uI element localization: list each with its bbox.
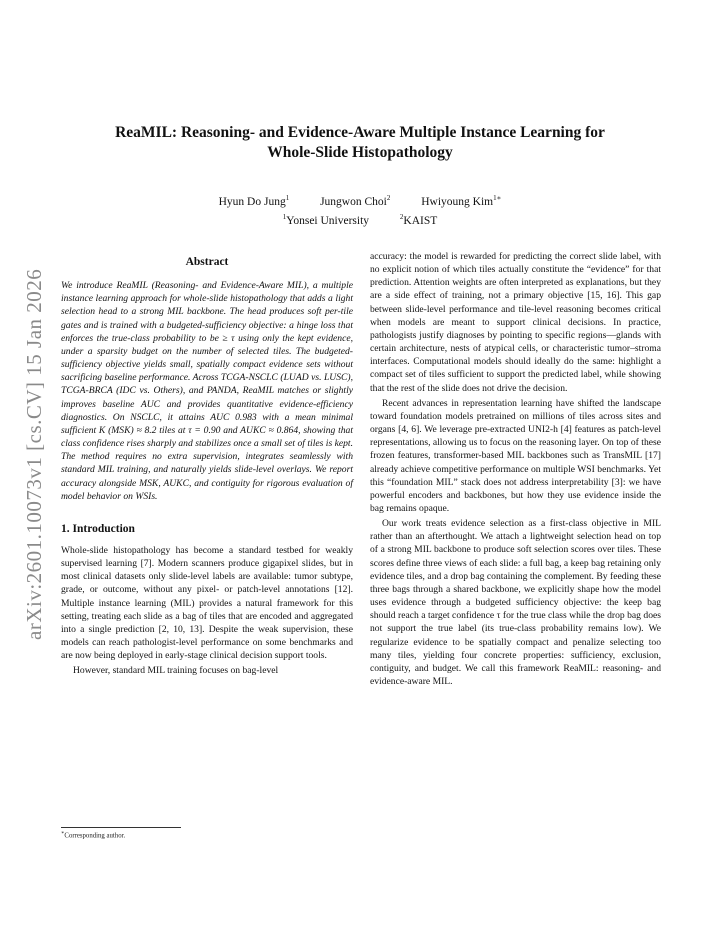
introduction-heading: 1. Introduction: [61, 522, 135, 535]
introduction-paragraph: Recent advances in representation learning have shifted the landscape toward foundation models pretrained on millions of tiles across sites and organs [4, 6]. We leverage pre-extracted UNI2-h [4] features as patch-level representations, allowing us to focus on the reasoning layer. On top of these frozen features, transformer-based MIL backbones such as TransMIL [17] already achieve competitive performance on multiple WSI benchmarks. Yet this “foundation MIL” stack does not address interpretability [3]: we have powerful encoders and backbones, but how they use evidence inside the bag remains opaque.: [370, 397, 661, 514]
author: Hwiyoung Kim$^{1∗}$: [421, 194, 502, 208]
affiliation: $^1$Yonsei University: [282, 212, 370, 227]
author-affiliations: [60, 210, 660, 229]
footnote-rule: [61, 827, 181, 828]
author: Jungwon Choi$^2$: [320, 194, 391, 208]
author: Hyun Do Jung$^1$: [218, 194, 290, 208]
introduction-paragraph: However, standard MIL training focuses on bag-level: [73, 665, 279, 677]
left-column: [61, 250, 353, 678]
abstract-text: We introduce ReaMIL (Reasoning- and Evidence-Aware MIL), a multiple instance learning approach for whole-slide histopathology that adds a light selection head to a strong MIL backbone. The head produces soft per-tile gates and is trained with a budgeted-sufficiency objective: a hinge loss that enforces the true-class probability to be ≥ τ using only the kept evidence, under a sparsity budget on the number of selected tiles. The budgeted-sufficiency objective yields small, spatially compact evidence sets without sacrificing baseline performance. Across TCGA-NSCLC (LUAD vs. LUSC), TCGA-BRCA (IDC vs. Others), and PANDA, ReaMIL matches or slightly improves baseline AUC and provides quantitative evidence-efficiency diagnostics. On NSCLC, it attains AUC 0.983 with a mean minimal sufficient K (MSK) ≈ 8.2 tiles at τ = 0.90 and AUKC ≈ 0.864, showing that class confidence rises sharply and stabilizes once a small set of tiles is kept. The method requires no extra supervision, integrates seamlessly with standard MIL training, and naturally yields slide-level overlays. We report accuracy alongside MSK, AUKC, and contiguity for rigorous evaluation of model behavior on WSIs.: [61, 280, 353, 502]
right-column: [370, 250, 661, 688]
footnote: ∗Corresponding author.: [61, 831, 126, 840]
paper-title-line-1: ReaMIL: Reasoning- and Evidence-Aware Multiple Instance Learning for: [115, 124, 605, 141]
arxiv-identifier: arXiv:2601.10073v1 [cs.CV] 15 Jan 2026: [22, 268, 46, 640]
author-names: [60, 191, 660, 210]
paper-title: [60, 123, 660, 163]
introduction-paragraph: accuracy: the model is rewarded for predicting the correct slide label, with no explicit notion of which tiles actually constitute the “evidence” for that prediction. Attention weights are often interpreted as explanations, but they are a side effect of training, not a primary objective [15, 16]. This gap between slide-level performance and tile-level reasoning becomes critical when models are meant to support clinical decisions. In practice, pathologists justify diagnoses by pointing to specific regions—glands with certain architecture, nests of atypical cells, or characteristic tumor–stroma interfaces. Computational models should ideally do the same: highlight a compact set of tiles sufficient to support the predicted label, while showing that the rest of the slide does not drive the decision.: [370, 251, 661, 394]
author-block: [60, 191, 660, 229]
introduction-paragraph: Whole-slide histopathology has become a standard testbed for weakly supervised learning [7]. Modern scanners produce gigapixel slides, but in most clinical datasets only slide-level labels are available: tumor subtype, grade, or outcome, without any pixel- or patch-level annotations [12]. Multiple instance learning (MIL) provides a natural framework for this setting, treating each slide as a bag of tiles that are encoded and aggregated into a single prediction [2, 10, 13]. Despite the weak supervision, these models can reach pathologist-level performance on some benchmarks and are now being deployed in early-stage clinical decision support tools.: [61, 544, 353, 662]
footnote-text: Corresponding author.: [64, 832, 126, 840]
introduction-paragraph: Our work treats evidence selection as a first-class objective in MIL rather than an afterthought. We attach a lightweight selection head on top of a strong MIL backbone to produce soft selection scores over tiles. These scores define three views of each slide: a full bag, a keep bag retaining only evidence tiles, and a drop bag containing the complement. By feeding these three bags through a shared backbone, we explicitly shape how the model uses evidence through a budgeted sufficiency objective: the keep bag should reach a target confidence τ for the true class while the drop bag does not support the true label (its true-class probability remains low). We regularize evidence to be spatially compact and penalize selecting too many tiles, yielding four concrete properties: sufficiency, exclusion, contiguity, and budget. We call this framework ReaMIL: reasoning- and evidence-aware MIL.: [370, 518, 661, 687]
paper-title-line-2: Whole-Slide Histopathology: [267, 144, 453, 161]
affiliation: $^2$KAIST: [399, 212, 438, 227]
abstract-heading: Abstract: [185, 256, 229, 268]
